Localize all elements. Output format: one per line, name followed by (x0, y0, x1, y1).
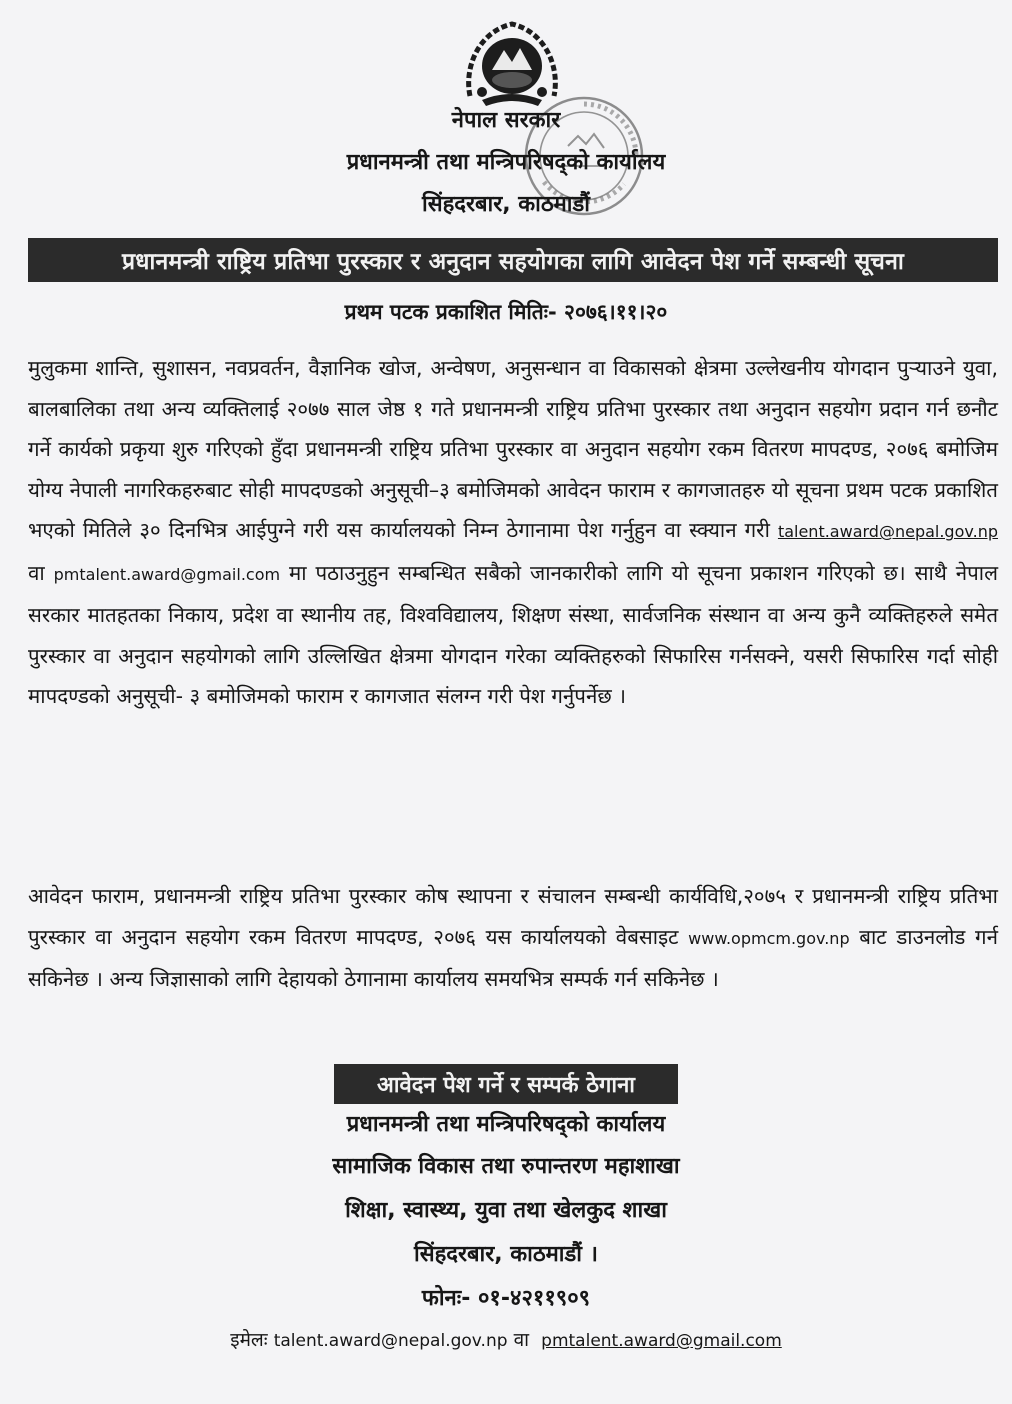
email-label: इमेलः (230, 1329, 268, 1351)
para2-text-a: आवेदन फाराम, प्रधानमन्त्री राष्ट्रिय प्रतिभा पुरस्कार कोष स्थापना र संचालन सम्बन्धी कार्यविधि,२०७५ र प्रधानमन्त्री राष्ट्रिय प्रतिभा पुरस्कार वा अनुदान सहयोग रकम वितरण मापदण्ड, २०७६ यस कार्यालयको वेबसाइट (28, 884, 998, 949)
notice-paragraph-2 (28, 876, 998, 1000)
address-location: सिंहदरबार, काठमाडौं । (414, 1242, 598, 1267)
email-gmail: pmtalent.award@gmail.com (53, 564, 281, 584)
address-email-nepal-gov: talent.award@nepal.gov.np (273, 1331, 508, 1351)
address-email-line (0, 1326, 1012, 1352)
address-email-gmail-link[interactable]: pmtalent.award@gmail.com (541, 1331, 782, 1351)
header-government: नेपाल सरकार (451, 108, 561, 133)
website-url: www.opmcm.gov.np (688, 928, 850, 948)
notice-title-banner: प्रधानमन्त्री राष्ट्रिय प्रतिभा पुरस्कार र अनुदान सहयोगका लागि आवेदन पेश गर्ने सम्बन्धी सूचना (28, 238, 998, 282)
para2-text-b: बाट डाउनलोड गर्न सकिनेछ । अन्य जिज्ञासाको लागि देहायको ठेगानामा कार्यालय समयभित्र सम्पर्क गर्न सकिनेछ । (28, 924, 998, 991)
publication-date: प्रथम पटक प्रकाशित मितिः- २०७६।११।२० (344, 300, 668, 324)
address-division: सामाजिक विकास तथा रुपान्तरण महाशाखा (332, 1154, 680, 1179)
header-location: सिंहदरबार, काठमाडौं (422, 192, 590, 217)
para1-text-a: मुलुकमा शान्ति, सुशासन, नवप्रवर्तन, वैज्ञानिक खोज, अन्वेषण, अनुसन्धान वा विकासको क्षेत्रमा उल्लेखनीय योगदान पुऱ्याउने युवा, बालबालिका तथा अन्य व्यक्तिलाई २०७७ साल जेष्ठ १ गते प्रधानमन्त्री राष्ट्रिय प्रतिभा पुरस्कार तथा अनुदान सहयोग प्रदान गर्न छनौट गर्ने कार्यको प्रकृया शुरु गरिएको हुँदा प्रधानमन्त्री राष्ट्रिय प्रतिभा पुरस्कार वा अनुदान सहयोग रकम वितरण मापदण्ड, २०७६ बमोजिम योग्य नेपाली नागरिकहरुबाट सोही मापदण्डको अनुसूची–३ बमोजिमको आवेदन फाराम र कागजातहरु यो सूचना प्रथम पटक प्रकाशित भएको मितिले ३० दिनभित्र आईपुग्ने गरी यस कार्यालयको निम्न ठेगानामा पेश गर्नुहुन वा स्क्यान गरी (28, 356, 998, 542)
para1-or: वा (28, 560, 45, 585)
header-office: प्रधानमन्त्री तथा मन्त्रिपरिषद्को कार्यालय (346, 150, 666, 175)
address-office: प्रधानमन्त्री तथा मन्त्रिपरिषद्को कार्यालय (346, 1112, 666, 1137)
address-section: शिक्षा, स्वास्थ्य, युवा तथा खेलकुद शाखा (345, 1198, 667, 1223)
contact-address-banner: आवेदन पेश गर्ने र सम्पर्क ठेगाना (334, 1064, 678, 1104)
para1-text-b: मा पठाउनुहुन सम्बन्धित सबैको जानकारीको लागि यो सूचना प्रकाशन गरिएको छ। साथै नेपाल सरकार मातहतका निकाय, प्रदेश वा स्थानीय तह, विश्वविद्यालय, शिक्षण संस्था, सार्वजनिक संस्थान वा अन्य कुनै व्यक्तिहरुले समेत पुरस्कार वा अनुदान सहयोगको लागि उल्लिखित क्षेत्रमा योगदान गरेका व्यक्तिहरुको सिफारिस गर्नसक्ने, यसरी सिफारिस गर्दा सोही मापदण्डको अनुसूची- ३ बमोजिमको फाराम र कागजात संलग्न गरी पेश गर्नुपर्नेछ । (28, 560, 998, 708)
email-link-nepal-gov[interactable]: talent.award@nepal.gov.np (777, 522, 998, 541)
address-phone: फोनः- ०१-४२११९०९ (421, 1286, 591, 1311)
notice-paragraph-1 (28, 348, 998, 717)
address-email-or: वा (513, 1329, 530, 1351)
